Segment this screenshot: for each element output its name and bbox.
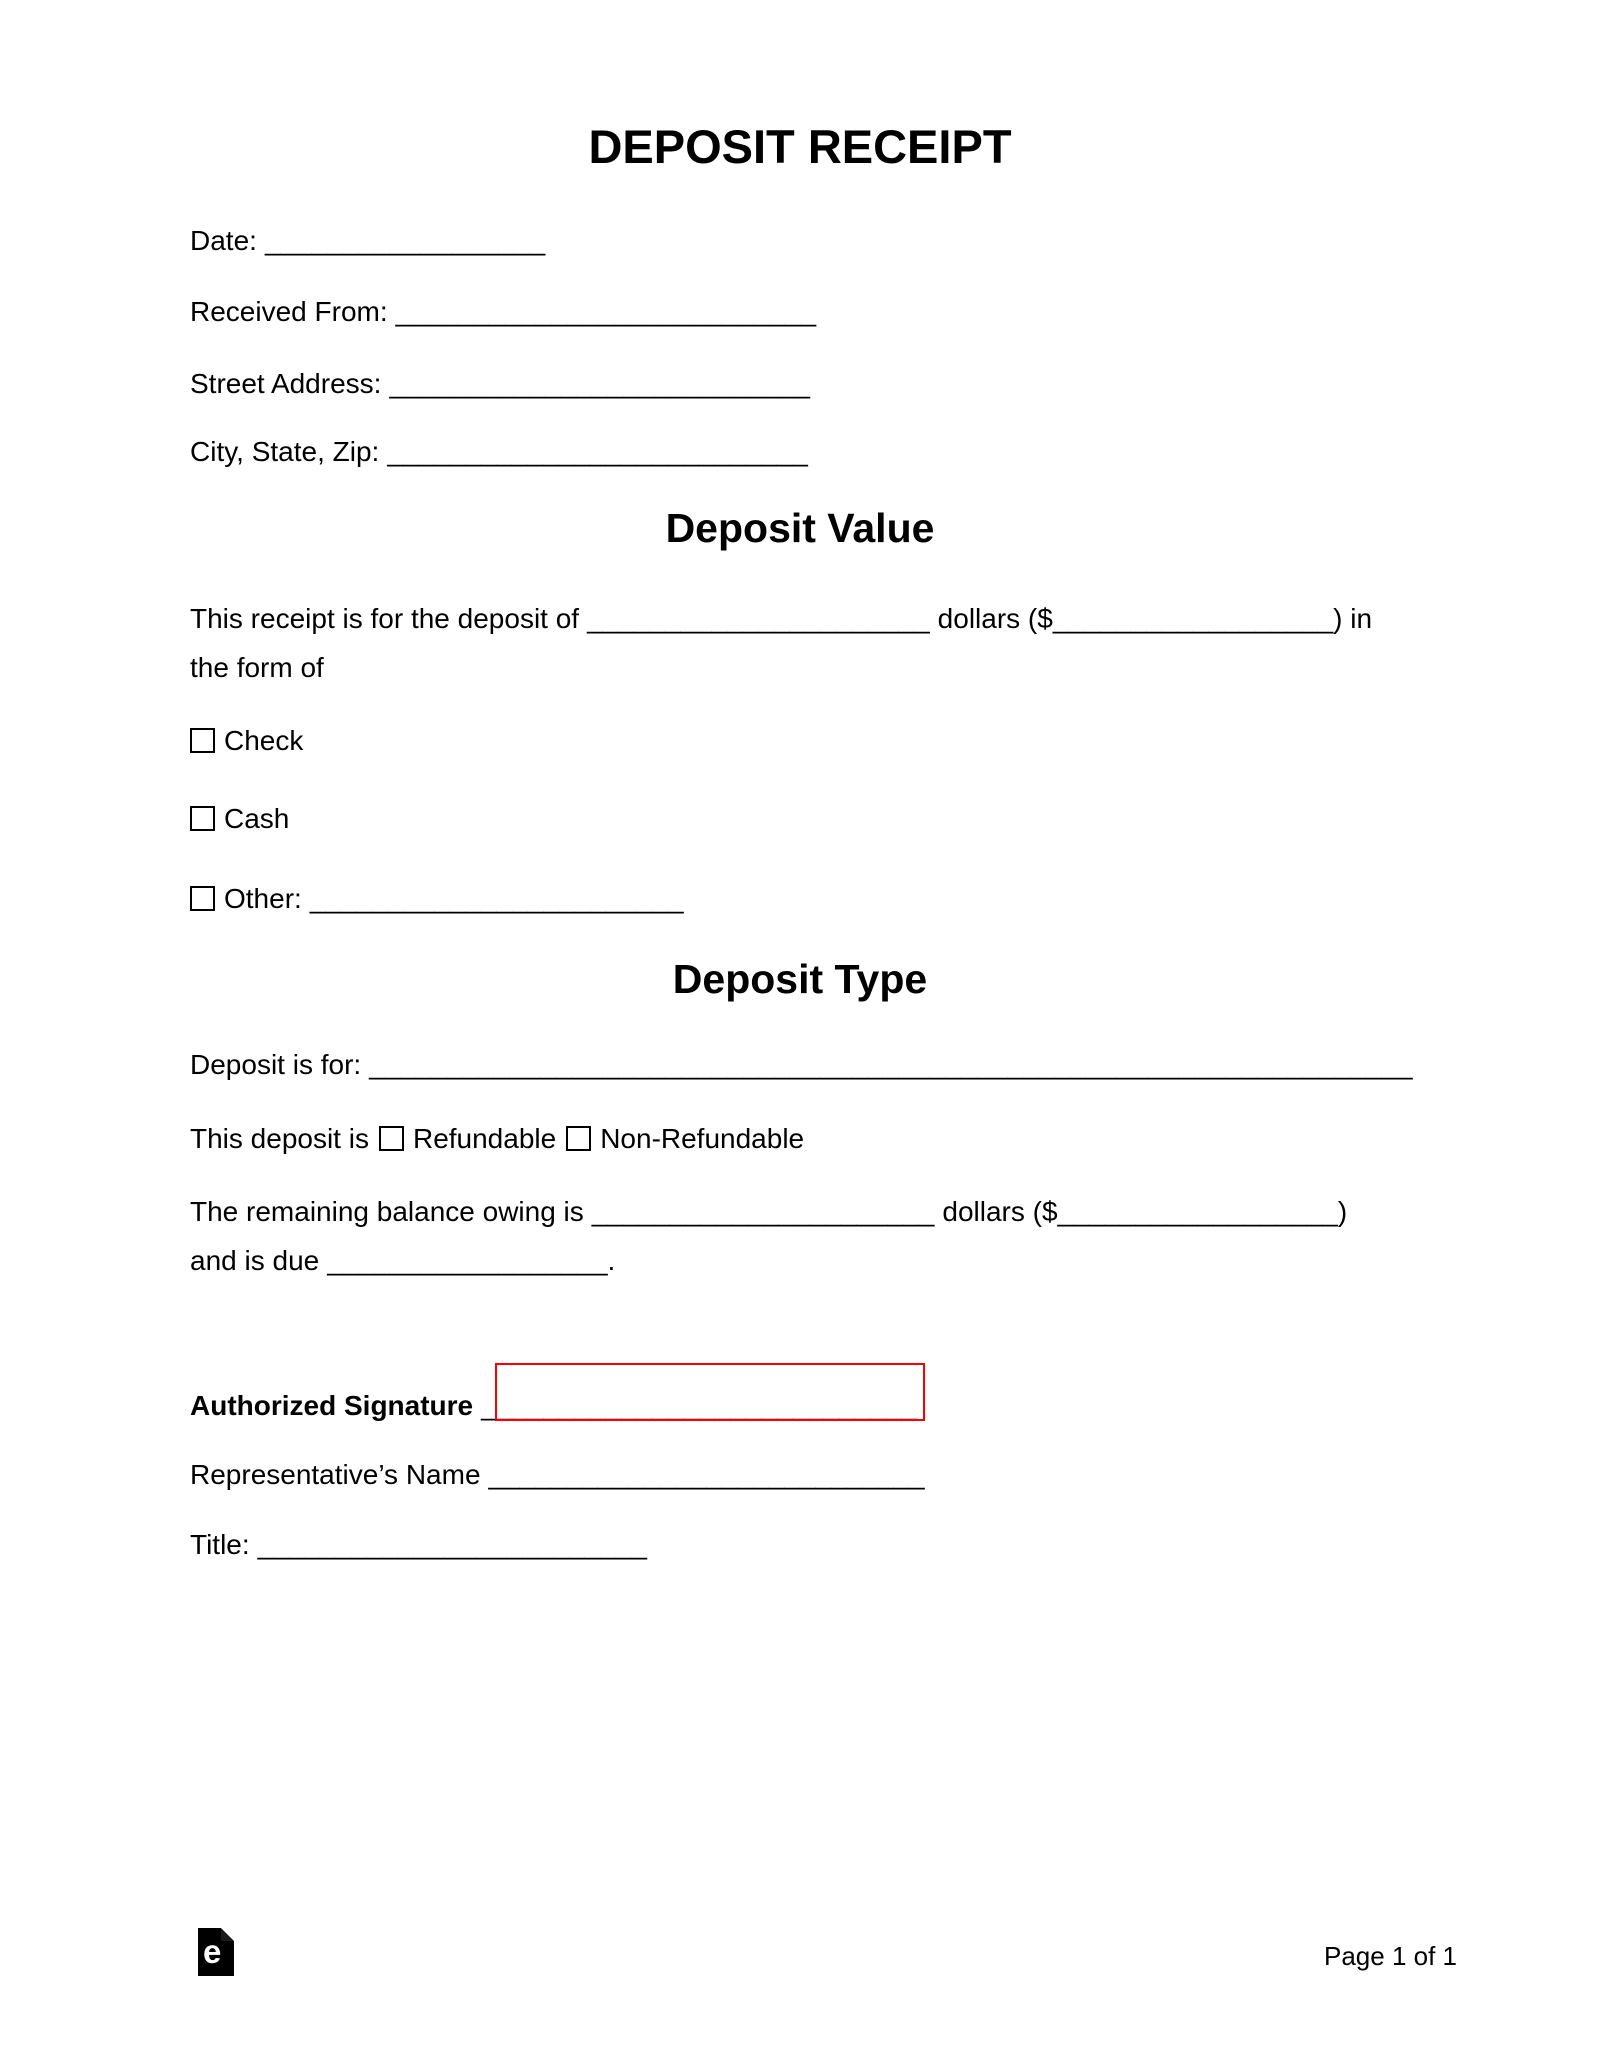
page-number: Page 1 of 1 [1324, 1941, 1457, 1971]
deposit-type-heading: Deposit Type [672, 956, 928, 1002]
deposit-sentence-prefix: This receipt is for the deposit of [190, 603, 580, 634]
remaining-balance-line1 [190, 1195, 1347, 1228]
logo-folded-corner [221, 1928, 234, 1941]
deposit-sentence-suffix: ) in [1333, 603, 1373, 634]
representative-name-blank[interactable]: ____________________________ [488, 1459, 925, 1490]
authorized-signature-blank[interactable]: ____________________________ [481, 1390, 918, 1421]
representative-name-label: Representative’s Name [190, 1459, 481, 1490]
check-checkbox-icon[interactable] [190, 728, 215, 753]
refundable-label: Refundable [412, 1123, 557, 1154]
check-option-label: Check [224, 725, 304, 756]
remaining-balance-line2 [190, 1244, 615, 1277]
deposit-is-for-row [190, 1048, 1413, 1081]
city-state-zip-row [190, 435, 808, 468]
city-state-zip-blank[interactable]: ___________________________ [387, 436, 808, 467]
eforms-logo-icon [198, 1928, 234, 1976]
city-state-zip-label: City, State, Zip: [190, 436, 380, 467]
street-address-blank[interactable]: ___________________________ [389, 368, 810, 399]
date-blank[interactable]: __________________ [264, 225, 546, 256]
refundable-checkbox-icon[interactable] [379, 1126, 404, 1151]
balance-words-blank[interactable]: ______________________ [591, 1196, 935, 1227]
deposit-value-sentence-line1 [190, 602, 1372, 635]
received-from-row [190, 295, 816, 328]
date-label: Date: [190, 225, 257, 256]
signature-field-highlight-box[interactable] [495, 1363, 925, 1421]
deposit-is-for-blank[interactable]: ___________________________________________________________________ [369, 1049, 1413, 1080]
balance-prefix: The remaining balance owing is [190, 1196, 584, 1227]
street-address-row [190, 367, 810, 400]
due-prefix: and is due [190, 1245, 320, 1276]
other-option-row [190, 882, 684, 915]
non-refundable-checkbox-icon[interactable] [566, 1126, 591, 1151]
date-row [190, 224, 545, 257]
page-title: DEPOSIT RECEIPT [588, 120, 1012, 173]
deposit-is-for-label: Deposit is for: [190, 1049, 362, 1080]
deposit-amount-words-blank[interactable]: ______________________ [587, 603, 930, 634]
balance-suffix: ) [1337, 1196, 1348, 1227]
street-address-label: Street Address: [190, 368, 382, 399]
check-option-row [190, 724, 303, 757]
representative-name-row [190, 1458, 925, 1491]
title-row [190, 1528, 647, 1561]
logo-letter: e [203, 1933, 222, 1970]
deposit-dollars-label: dollars ($ [937, 603, 1053, 634]
authorized-signature-label: Authorized Signature [190, 1390, 474, 1421]
cash-option-label: Cash [224, 803, 290, 834]
title-blank[interactable]: _________________________ [257, 1529, 647, 1560]
received-from-blank[interactable]: ___________________________ [395, 296, 817, 327]
non-refundable-label: Non-Refundable [600, 1123, 805, 1154]
title-label: Title: [190, 1529, 250, 1560]
other-blank[interactable]: ________________________ [309, 883, 684, 914]
refundable-row [190, 1122, 804, 1155]
other-checkbox-icon[interactable] [190, 886, 215, 911]
cash-option-row [190, 802, 289, 835]
refund-prefix: This deposit is [190, 1123, 369, 1154]
balance-dollars-label: dollars ($ [942, 1196, 1058, 1227]
due-date-blank[interactable]: __________________ [327, 1245, 608, 1276]
due-suffix: . [607, 1245, 616, 1276]
deposit-amount-numeric-blank[interactable]: __________________ [1052, 603, 1334, 634]
received-from-label: Received From: [190, 296, 388, 327]
cash-checkbox-icon[interactable] [190, 806, 215, 831]
other-option-label: Other: [224, 883, 302, 914]
deposit-value-heading: Deposit Value [665, 505, 935, 551]
balance-numeric-blank[interactable]: __________________ [1057, 1196, 1338, 1227]
deposit-value-sentence-line2: the form of [190, 652, 324, 683]
